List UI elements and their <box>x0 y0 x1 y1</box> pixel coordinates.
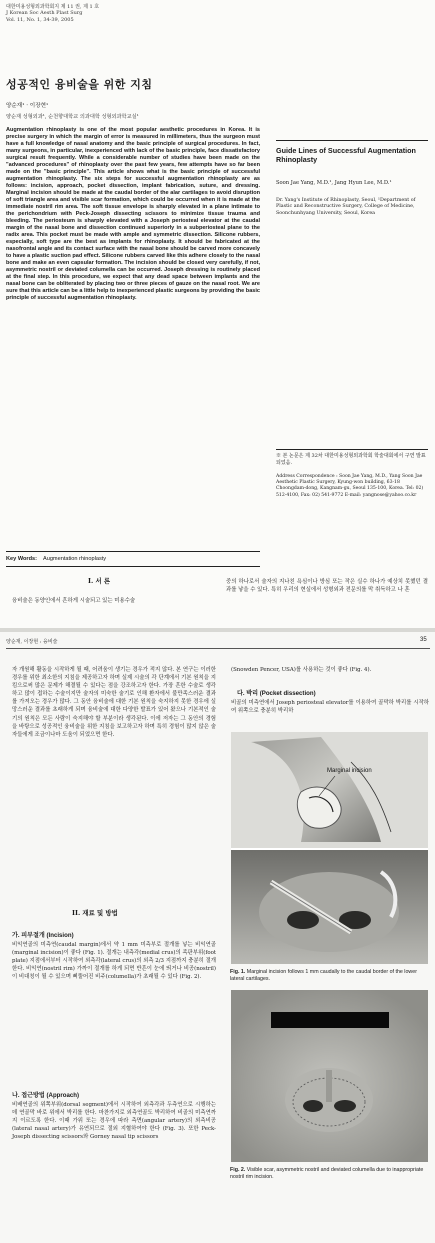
figure-1-caption <box>230 969 430 983</box>
english-title: Guide Lines of Successful Augmentation Rhinoplasty <box>276 146 416 164</box>
body-approach: 비배연골의 위쪽부위(dorsal segment)에서 시작하여 외측각과 두측연으로 시행하는데 연골막 바로 위에서 박리를 한다. 마찬가지로 외측연골도 박리하여 비골의 미측연까지 이르도록 한다. 이때 가위 또는 경우에 따라 측면(angular artery)의 외측비공(lateral nasal artery)가 유연되므로 절외 지혈하여야 한다 (Fig. 3). 또한 Peck-Joseph dissecting scissors와 Gorney nasal tip scissors <box>12 1102 216 1141</box>
figure-2-photo <box>231 990 428 1162</box>
keywords-value: Augmentation rhinoplasty <box>42 556 107 562</box>
korean-title: 성공적인 융비술을 위한 지침 <box>6 78 153 91</box>
introduction-text-left: 융비술은 동양인에서 흔하게 시술되고 있는 미용수술 <box>12 598 136 604</box>
figure-1-caption-text: Marginal incision follows 1 mm caudally to the caudal border of the lower lateral cartilages. <box>230 969 417 982</box>
journal-header-korean: 대한미용성형외과학회지 제 11 권, 제 1 호 <box>6 4 100 10</box>
running-head-rule <box>6 648 430 649</box>
methods-heading: II. 재료 및 방법 <box>72 909 118 917</box>
figure-2-caption-text: Visible scar, asymmetric nostril and deviated columella due to inappropriate nostril rim incision. <box>230 1167 424 1180</box>
footnote-rule <box>276 449 428 450</box>
body-col1-top: 자 개원해 활동을 시작하게 될 때, 어려움이 생기는 경우가 적지 않다. 본 연구는 이러한 경우를 위한 최소한의 지침을 제공하고자 하며 실제 시술의 각 단계에서 기본 원칙을 지킴으로써 많은 문제가 해결될 수 있다는 점을 강조하고자 한다. 가장 흔한 수술로 생각하고 많이 접하는 수술이지만 술자의 미숙한 술기로 인해 환자에서 불만족스러운 결과를 가져오는 경우가 많다. 그 동안 융비술에 대한 기본 원칙을 숙지하지 못한 경우에 실망스러운 결과를 초래하게 되며 융비술에 대한 다양한 발표가 있어 왔으나 기본적인 술기의 원칙은 모든 사람이 숙지해야 할 부분이라 생각된다. 이에 저자는 그 동안의 경험을 바탕으로 성공적인 융비술을 위한 지침을 보고하고자 하며 특히 경험이 많지 않은 술자들에게 조금이나마 도움이 되었으면 한다. <box>12 667 216 738</box>
correspondence-address: Address Correspondence : Soon Jae Yang, M.D., Yang Soon Jae Aesthetic Plastic Surgery, Kyung-won building, 63-18 Choongdam-dong, Kangnam-gu, Seoul 135-100, Korea. Tel: 02) 512-4100, Fax: 02) 541-9772 E-mail: yangnose@yahoo.co.kr <box>276 474 424 498</box>
figure-1-image <box>231 732 428 964</box>
body-col2-top: (Snowden Pencer, USA)를 사용하는 것이 좋다 (Fig. 4). <box>231 667 372 673</box>
english-affiliation: Dr. Yang's Institute of Rhinoplasty, Seoul, ¹Department of Plastic and Reconstructive Surgery, College of Medicine, Soonchunhyang University, Seoul, Korea <box>276 198 416 216</box>
abstract: Augmentation rhinoplasty is one of the most popular aesthetic procedures in Korea. It is precise surgery in which the margin of error is measured in millimeters, thus the surgeon must have a full knowledge of nasal anatomy and the basic principle of surgical procedures. In fact, many surgeons, in particular, inexperienced with lack of the basic principle, face dissatisfactory surgical result frequently. While a considerable number of studies have been made on the "advanced procedures" of rhinoplasty over the past few years, few attempts have so far been made on the "basic principle". This article shows what is the basic principle of successful augmentation rhinoplasty. The six steps for successful augmentation rhinoplasty are as follows: incision, approach, pocket dissection, implant fabrication, suture, and dressing. Marginal incision should be made at the caudal border of the alar cartilages to avoid disruption of soft triangle area and visible scar formation, which could be occurred when it is made at the immediate nostril rim area. The soft tissue envelope is sharply elevated in a plane intimate to the perichondrium with Peck-Joseph dissecting scissors to minimize tissue trauma and bleeding. The periosteum is sharply elevated with a Joseph periosteal elevator at the caudal margin of the nasal bone and dissection continued superiorly in a subperiosteal plane to the radix area. This pocket must be made with ample and symmetric dissection. Silicone rubbers, especially, soft type are the best as implants for rhinoplasty. It should be fabricated at the nasofrontal angle and its contact surface with the nasal bone should be carved more concavely to have a plastic suction pad effect. Silicone rubbers carved like this adhere closely to the nasal bone and make an even capsular formation. The incision should be closed very carefully, if not, asymmetric nostril or deviated columella can be occurred. Joseph dressing is routinely placed at the final step. In this procedure, we expect that any dead space between implants and the nasal bone can be obliterated by placing two or three pieces of gauze on the nasal root. We are sure that this article can be a little help to inexperienced plastic surgeons by providing the basic principle of successful augmentation rhinoplasty. <box>6 127 260 302</box>
keywords <box>6 556 106 562</box>
journal-header-volume: Vol. 11, No. 1, 34-39, 2005 <box>6 16 74 23</box>
figure-1-photo <box>231 732 428 964</box>
page-35 <box>0 632 435 1243</box>
english-authors: Soon Jae Yang, M.D.¹, Jang Hyun Lee, M.D.¹ <box>276 180 392 186</box>
journal-header-title: J Korean Soc Aesth Plast Surg <box>6 10 83 17</box>
korean-affiliation: 양순재 성형외과¹, 순천향대학교 의과대학 성형외과학교실¹ <box>6 114 139 120</box>
keywords-rule-top <box>6 551 260 552</box>
body-pocket-dissection: 비골의 미측연에서 Joseph periosteal elevator를 이용하여 골막하 박리를 시작하여 위쪽으로 충분히 박리하 <box>231 700 429 715</box>
introduction-heading: I. 서 론 <box>88 577 111 585</box>
figure-1-label: Marginal incision <box>327 768 372 774</box>
journal-header <box>6 4 99 23</box>
running-head: 양순재, 이장현 : 융비술 <box>6 639 58 645</box>
english-title-rule <box>276 140 428 141</box>
keywords-label: Key Words: <box>6 556 37 562</box>
introduction-text-right: 중의 하나로서 술자의 지나친 욕심이나 방심 또는 작은 실수 하나가 예상치 못했던 결과를 낳을 수 있다. 특히 우리의 현실에서 성형외과 전문의를 막 취득하고 나 혼 <box>226 579 428 594</box>
body-incision: 비익연골의 미측연(caudal margin)에서 약 1 mm 미측부로 절개를 넣는 비익연골(marginal incision)이 좋다 (Fig. 1). 절개는 내측각(medial crus)의 족판부위(foot plate) 지점에서부터 시작하여 외측각(lateral crus)의 외측 2/3 지점까지 충분히 절개한다. 비익연(nostril rim) 가까이 절개를 하게 되면 반흔이 눈에 띄거나 비공(nostril)이 비대칭이 될 수 있으며 삐뚤어진 비주(columella)가 초래될 수 있다 (Fig. 2). <box>12 942 216 981</box>
figure-2-caption-label: Fig. 2. <box>230 1167 246 1173</box>
figure-2-caption <box>230 1167 430 1181</box>
korean-authors: 양순재¹ · 이장현¹ <box>6 103 49 109</box>
presentation-note: ※ 본 논문은 제 32차 대한미용성형외과학회 학술대회에서 구연 발표되었음. <box>276 453 426 466</box>
page-number: 35 <box>420 637 427 643</box>
subheading-pocket-dissection: 다. 박리 (Pocket dissection) <box>237 690 316 697</box>
keywords-rule-bottom <box>6 566 260 567</box>
subheading-incision: 가. 피부절개 (Incision) <box>12 932 74 939</box>
subheading-approach: 나. 접근방법 (Approach) <box>12 1092 80 1099</box>
figure-2-image <box>231 990 428 1162</box>
figure-1-caption-label: Fig. 1. <box>230 969 246 975</box>
